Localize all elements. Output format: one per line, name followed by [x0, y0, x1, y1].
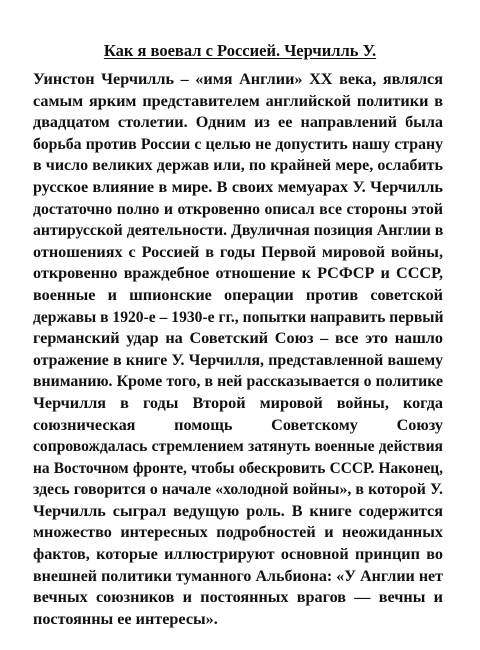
- text-line: множество интересных подробностей и неожиданных: [33, 523, 443, 542]
- text-line: вечных союзников и постоянных врагов — вечны и: [33, 588, 443, 607]
- text-line: в число великих держав или, по крайней мере, ослабить: [33, 157, 443, 175]
- text-line: на Восточном фронте, чтобы обескровить СССР. Наконец,: [33, 459, 443, 477]
- text-line: вниманию. Кроме того, в ней рассказывается о политике: [33, 373, 443, 391]
- text-line: фактов, которые иллюстрируют основной принцип во: [33, 545, 443, 564]
- text-line: военные и шпионские операции против советской: [33, 285, 443, 304]
- document-body: [33, 69, 443, 630]
- text-line: откровенно враждебное отношение к РСФСР и СССР,: [33, 264, 443, 283]
- text-line: внешней политики туманного Альбиона: «У Англии нет: [33, 567, 443, 585]
- text-line: сопровождалась стремлением затянуть военные действия: [33, 438, 443, 456]
- text-line: отношениях с Россией в годы Первой мировой войны,: [33, 242, 443, 261]
- document-title: Как я воевал с Россией. Черчилль У.: [103, 41, 377, 60]
- text-line: постоянны ее интересы».: [33, 609, 218, 628]
- text-line: Уинстон Черчилль – «имя Англии» XX века, являлся: [33, 70, 443, 88]
- text-line: Черчилль сыграл ведущую роль. В книге содержится: [33, 501, 443, 520]
- text-line: самым ярким представителем английской политики в: [33, 91, 443, 110]
- text-line: здесь говорится о начале «холодной войны», в которой У.: [33, 481, 443, 499]
- text-line: союзническая помощь Советскому Союзу: [33, 415, 443, 434]
- text-line: борьба против России с целью не допустить нашу страну: [33, 135, 443, 153]
- text-line: двадцатом столетии. Одним из ее направлений была: [33, 113, 443, 132]
- text-line: германский удар на Советский Союз – все это нашло: [33, 329, 443, 348]
- text-line: державы в 1920-е – 1930-е гг., попытки направить первый: [33, 308, 443, 326]
- text-line: Черчилля в годы Второй мировой войны, когда: [33, 393, 443, 412]
- text-line: антирусской деятельности. Двуличная позиция Англии в: [33, 222, 443, 240]
- text-line: отражение в книге У. Черчилля, представленной вашему: [33, 351, 443, 369]
- text-line: русское влияние в мире. В своих мемуарах У. Черчилль: [33, 177, 443, 196]
- text-line: достаточно полно и откровенно описал все стороны этой: [33, 200, 443, 218]
